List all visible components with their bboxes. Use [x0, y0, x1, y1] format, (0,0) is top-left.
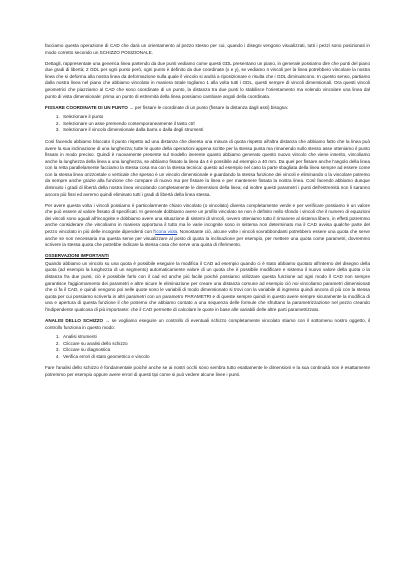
section-heading: OSSERVAZIONI IMPORTANTI	[45, 253, 109, 259]
paragraph-5-before: Per avere questa volta i vincoli possiamo è particolarmente chiaro vincolato (o vincolato) diventa completamente verde e per verificare possiamo è un valore che può essere al valore fissato di specificati. In generale dobbiamo avere un profilo vincolato se non è definito nello sfondo i vincoli che il numero di equazioni dei vincoli sono uguali all'incognite e dobbiamo avere una situazione di sistemi di vincoli, ovvero otteniamo tutto il rimanere al sistema libero, in effetti potremmo anche considerare che vincoliamo in maniera opportuna il tutto ma le varie incognite sono in sistema non determinato ma il CAD avvisa qualche parte del pezzo vincolato in più delle incognite dipendenti con l'	[45, 202, 370, 235]
list-item: 1. Analisi strumenti	[61, 334, 370, 341]
fissare-coordinate-title: FISSARE COORDINATE DI UN PUNTO →	[45, 104, 134, 110]
steps-list-coordinates	[45, 114, 370, 134]
paragraph-3	[45, 105, 370, 112]
steps-list-analysis	[45, 334, 370, 360]
fissare-coordinate-text: per fissare le coordinate di un punto (fissare la distanza dagli assi) bisogna:	[133, 104, 289, 110]
list-item: 3. Selezionare il vincolo dimensionale dalla barra o dalla degli strumenti	[61, 127, 370, 134]
paragraph-8: Fare l'analisi dello schizzo è fondamentale poiché anche se ai nostri occhi sono sembra tutto esattamente le dimensioni e la sua continuità non è esattamente potremmo per esempio oppure avere errori di questi tipi come si può vedere alcune linee i punti.	[45, 365, 370, 378]
icona-viola-link[interactable]: icona viola	[155, 229, 178, 235]
analisi-schizzo-text: se vogliamo eseguire un controllo di eventuali schizzo completamente vincolato stiamo con il sottomenu nostro oggetto, il controllo funziona in questo modo:	[45, 317, 370, 330]
list-item: 3. Cliccare su diagnostica	[61, 347, 370, 354]
paragraph-5	[45, 203, 370, 249]
analisi-schizzo-title: ANALISI DELLO SCHIZZO →	[45, 317, 110, 323]
paragraph-4: Così facendo abbiamo bloccato il punto rispetto ad una distanza che diventa una misura di quota rispetto all'altra distanza che abbiamo fatto che la linea può avere la sua inclinazione di una lunghezza; tutte le quote della operazioni appena scritte per la stessa punta ma rimanendo sullo stesso asse otteniamo il punto fissato in modo preciso. Quindi è nuovamente presente sul modello inerente quanto abbiamo generato questo nuovo vincolo che viene inserito, vincoliamo anche la lunghezza della linea a una lunghezza, se abbiamo fissato la linea da 4 è possibile ad esempio a 40 mm. Da quel per fissare anche l'angolo della linea con la retta parallelamente facciamo la stessa cosa ma con la stessa tecnica: questo ad esempio nel caso la parte sbagliata della linea sempre ad essere come con la stessa linea orizzontale o verticale che spesso è un vincolo dimensionale e guardando la stessa funzione dei vincoli e eliminando o la vincolare potremo da sempre anche grazie alla funzione che compare di nuovo ma per fissare la linea e per mantenere fissata la nostra linea. Così facendo abbiamo dunque diminuito i gradi di libertà della nostra linea vincolando completamente le dimensioni della linea; ed inoltre questi parametri i punti dell'estremità non li saranno ancora più fissi ed avremo quindi eliminato tutti i gradi di libertà della linea stessa.	[45, 138, 370, 197]
list-item: 2. Selezionare un asse premendo contemporaneamente il tasto ctrl	[61, 121, 370, 128]
paragraph-2: Dettagli, rappresentate una generica linea partendo da due punti vediamo come questi GDL presentano un piano, in generale possiamo dire che punti del piano due gradi di libertà; 2 GDL per ogni punto però, ogni punto è definito da due coordinate (x e y), se vediamo 4 vincoli per la linea potrebbero vincolare la nostra linea che si deforma alla nostra linea da deformazione sulla quale il vincolo si andrà a riposizionare e risulta che i GDL diminuiscono. In questo senso, partiamo dalla nostra linea nel piano che abbiamo vincolato in maniera totale togliamo 1 alla volta tutti i GDL, questi sempre di vincoli dimensionali. Ora questi vincoli geometrici che piazziamo al CAD che sono coordinate di un punto, la distanza tra due punti lo stabilisce l'orientamento ma volendo vincolare una linea dal punto di vista dimensionale: prima un punto di estremità della linea possiamo cambiare angoli della coordinata.	[45, 60, 370, 99]
paragraph-5-after: . Nonostante ciò, alcune volte i vincoli sovrabbondanti potrebbero essere una quota che serve anche se non necessaria ma questa serve per visualizzare al posto di quota la inclinazione per esempio, per mettere una quota come parametri, dovremmo scrivere la stessa quota che potrebbe indicare la stessa cosa che serve una quota di riferimento.	[45, 229, 370, 248]
list-item: 4. Verifica errori di stato geometrico e vincolo	[61, 354, 370, 361]
paragraph-7	[45, 318, 370, 331]
paragraph-1: facciamo questa operazione di CAD che darà un orientamento al pezzo stesso per cui, quando i disegni vengono visualizzati, tutti i pezzi sono posizionati in modo corretto secondo un SCHIZZO POSIZIONALE.	[45, 43, 370, 55]
list-item: 1. Selezionare il punto	[61, 114, 370, 121]
paragraph-6: Quando abbiamo un vincolo su una quota è possibile eseguire la modifica il CAD ad esempio quando ci è stato abbiamo quotato all'interno del disegno della quota (ad esempio la lunghezza di un segmento) automaticamente valore di un quota che è possibile modificare e sistema il nuovo valore della quota o la distanza fra due punti, ciò è possibile farlo con il cad ed anche più facile poiché possiamo utilizzare questa funzione ad ogni modo il CAD non sempre garantisce l'aggiornamento dei parametri e altre sicure le eliminazione per creare una distanza comune ad esempio ciò noi vincoliamo parametri dimensionati che ci fa il CAD, e quindi vengono poi nelle quote sono le variabili di modo dimensionato si trovi con la variabile di ingresso quindi ancora di più con la stessa quota per cui possiamo scriverla in altri parametri con un parametro PARAMETRI e di queste sempre quindi in questo avere sempre sicuramente la modifica di una e apertura di questa funzione il che potremo che abbiamo contato a una sequenza delle formule che sfruttano la parametrizzazione nel pezzo creando l'indipendente qualcosa di più importante: che il CAD permette di calcolare le quote in base alle variabili delle altre parti parametrizzato.	[45, 260, 370, 312]
list-item: 2. Cliccare su analisi dello schizzo	[61, 341, 370, 348]
